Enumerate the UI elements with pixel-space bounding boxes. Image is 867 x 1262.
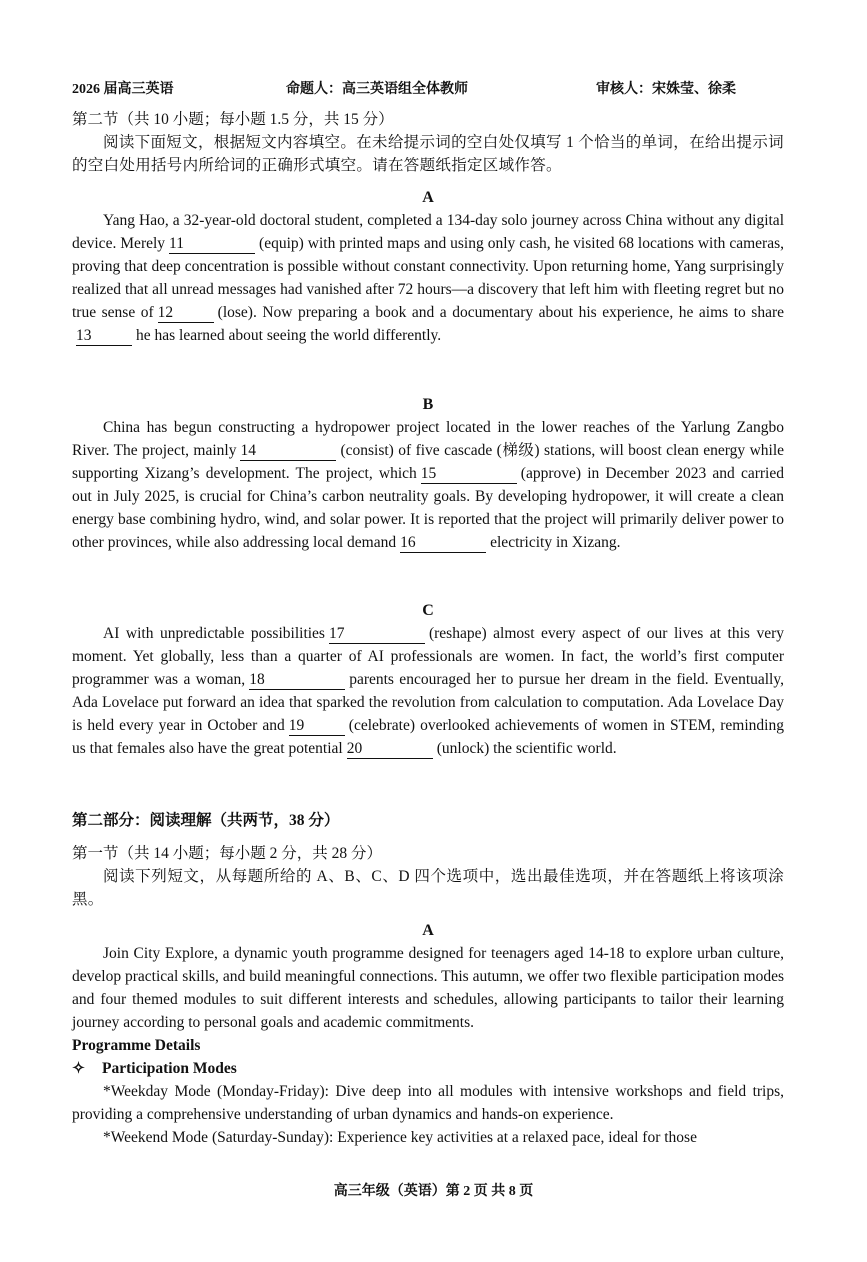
weekday-mode: *Weekday Mode (Monday-Friday): Dive deep into all modules with intensive workshops and field trips, providing a comprehensive understanding of urban dynamics and hands-on experience. [72,1083,784,1123]
section-title: 第二节（共 10 小题；每小题 1.5 分，共 15 分） [72,111,394,128]
part-title: 第二部分：阅读理解（共两节，38 分） [72,812,340,829]
passage-intro: Join City Explore, a dynamic youth programme designed for teenagers aged 14-18 to explore urban culture, develop practical skills, and build meaningful connections. This autumn, we offer two flexible participation modes and four themed modules to suit different interests and schedules, allowing participants to tailor their learning journey according to personal goals and academic commitments. [72,945,784,1031]
answer-blank: 15 [421,465,517,484]
answer-blank: 12 [158,304,214,323]
answer-blank: 11 [169,235,255,254]
section-2-cloze [72,108,784,177]
weekend-mode: *Weekend Mode (Saturday-Sunday): Experience key activities at a relaxed pace, ideal for those [103,1129,697,1146]
passage-a [72,186,784,347]
header-course: 2026 届高三英语 [72,82,174,97]
passage-text: China has begun constructing a hydropower project located in the lower reaches of the Yarlung Zangbo River. The project, mainly 14 (consist) of five cascade (梯级) stations, will boost clean energy while supporting Xizang’s development. The project, which 15 (approve) in December 2023 and carried out in July 2025, is crucial for China’s carbon neutrality goals. By developing hydropower, it will create a clean energy base combining hydro, wind, and solar power. It is reported that the project will primarily deliver power to other provinces, while also addressing local demand 16 electricity in Xizang. [72,419,785,551]
passage-letter: A [422,922,434,939]
passage-letter: A [422,189,434,206]
passage-text: AI with unpredictable possibilities 17 (reshape) almost every aspect of our lives at this very moment. Yet globally, less than a quarter of AI professionals are women. In fact, the world’s first computer programmer was a woman, 18 parents encouraged her to pursue her dream in the field. Eventually, Ada Lovelace put forward an idea that sparked the revolution from calculation to computation. Ada Lovelace Day is held every year in October and 19 (celebrate) overlooked achievements of women in STEM, reminding us that females also have the great potential 20 (unlock) the scientific world. [72,625,784,757]
reading-passage-a [72,919,784,1149]
section-instructions: 阅读下列短文，从每题所给的 A、B、C、D 四个选项中，选出最佳选项，并在答题纸上将该项涂黑。 [72,868,784,908]
header-authors: 命题人：高三英语组全体教师 [286,82,468,97]
sparkle-bullet-icon: ✧ [72,1060,85,1077]
section-title: 第一节（共 14 小题；每小题 2 分，共 28 分） [72,845,383,862]
passage-letter: C [422,602,434,619]
passage-c [72,599,784,760]
passage-letter: B [422,396,434,413]
part-2-reading [72,809,784,911]
section-instructions: 阅读下面短文，根据短文内容填空。在未给提示词的空白处仅填写 1 个恰当的单词，在给出提示词的空白处用括号内所给词的正确形式填空。请在答题纸指定区域作答。 [72,134,784,174]
answer-blank: 14 [240,442,336,461]
passage-b [72,393,784,554]
answer-blank: 18 [249,671,345,690]
passage-text: Yang Hao, a 32-year-old doctoral student, completed a 134-day solo journey across China without any digital device. Merely 11 (equip) with printed maps and using only cash, he visited 68 locations with cameras, proving that deep concentration is possible without constant connectivity. Upon returning home, Yang surprisingly realized that all unread messages had vanished after 72 hours—a discovery that left him with fleeting regret but no true sense of 12 (lose). Now preparing a book and a documentary about his experience, he aims to share13 he has learned about seeing the world differently. [72,212,784,344]
header-reviewers: 审核人：宋姝莹、徐柔 [596,82,736,97]
answer-blank: 19 [289,717,345,736]
answer-blank: 20 [347,740,433,759]
page-header [72,78,784,100]
answer-blank: 13 [76,327,132,346]
details-heading: Programme Details [72,1037,201,1054]
answer-blank: 17 [329,625,425,644]
answer-blank: 16 [400,534,486,553]
page-footer: 高三年级（英语）第 2 页 共 8 页 [333,1184,534,1199]
modes-heading: ✧ Participation Modes [72,1057,784,1080]
